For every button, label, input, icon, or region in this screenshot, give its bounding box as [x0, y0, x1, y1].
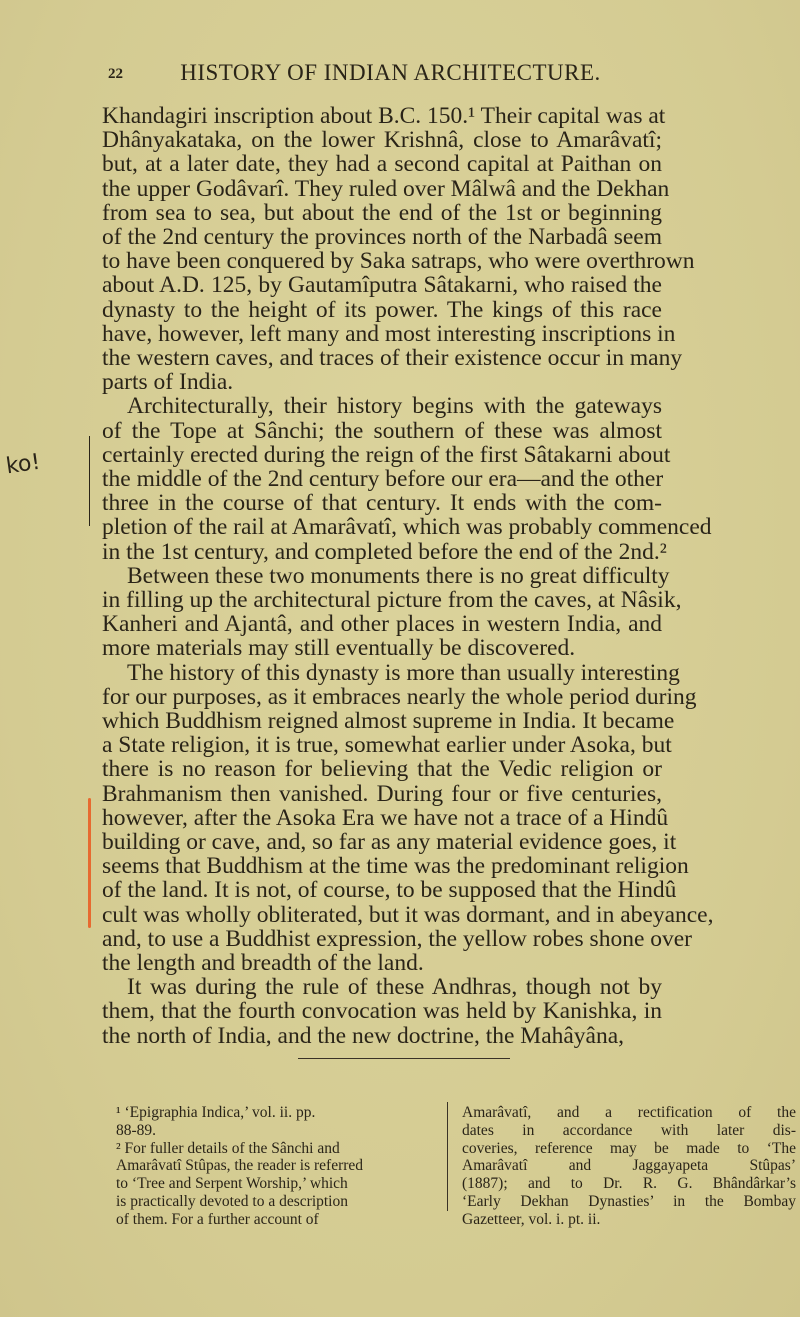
body-line: It was during the rule of these Andhras, though not by [127, 974, 662, 1001]
footnote-line: Amarâvatî Stûpas, the reader is referred [116, 1157, 364, 1175]
footnote-line: to ‘Tree and Serpent Worship,’ which [116, 1175, 348, 1193]
footnote-line: ‘Early Dekhan Dynasties’ in the Bombay [462, 1192, 796, 1210]
footnotes-right-column [462, 1104, 796, 1229]
body-line: Architecturally, their history begins with the gateways [127, 393, 662, 420]
body-line: certainly erected during the reign of the first Sâtakarni about [102, 441, 671, 468]
page-header [108, 60, 673, 90]
body-line: which Buddhism reigned almost supreme in India. It became [102, 708, 675, 734]
footnote-line: ¹ ‘Epigraphia Indica,’ vol. ii. pp. [116, 1104, 316, 1121]
body-line: a State religion, it is true, somewhat earlier under Asoka, but [102, 732, 672, 759]
body-line: building or cave, and, so far as any material evidence goes, it [102, 829, 677, 855]
footnote-column-divider [447, 1102, 448, 1211]
body-line: the western caves, and traces of their existence occur in many [102, 345, 683, 371]
body-line: three in the course of that century. It ends with the com- [102, 490, 662, 517]
footnotes-left-column [116, 1104, 364, 1229]
body-line: the upper Godâvarî. They ruled over Mâlwâ and the Dekhan [102, 175, 670, 202]
orange-highlight-mark [88, 798, 91, 928]
body-line: Kanheri and Ajantâ, and other places in western India, and [102, 611, 662, 638]
body-line: Brahmanism then vanished. During four or five centuries, [102, 780, 662, 807]
body-line: Between these two monuments there is no great difficulty [127, 562, 670, 589]
body-line: Khandagiri inscription about B.C. 150.¹ Their capital was at [102, 103, 666, 129]
pencil-bracket-mark [89, 436, 94, 526]
body-line: the middle of the 2nd century before our era—and the other [102, 466, 664, 492]
body-line: however, after the Asoka Era we have not a trace of a Hindû [102, 804, 669, 831]
body-line: the length and breadth of the land. [102, 950, 424, 976]
body-line: them, that the fourth convocation was held by Kanishka, in [102, 998, 662, 1025]
body-line: to have been conquered by Saka satraps, who were overthrown [102, 248, 695, 275]
page-number: 22 [108, 66, 123, 82]
footnote-separator [298, 1058, 510, 1059]
body-line: from sea to sea, but about the end of the 1st or beginning [102, 199, 662, 226]
body-line: have, however, left many and most interesting inscriptions in [102, 320, 676, 347]
body-line: in filling up the architectural picture from the caves, at Nâsik, [102, 587, 682, 613]
body-line: of the land. It is not, of course, to be supposed that the Hindû [102, 877, 677, 904]
body-line: of the Tope at Sânchi; the southern of these was almost [102, 417, 662, 444]
running-title: HISTORY OF INDIAN ARCHITECTURE. [180, 60, 601, 85]
footnote-line: is practically devoted to a description [116, 1192, 348, 1210]
footnote-line: dates in accordance with later dis- [462, 1121, 796, 1139]
footnote-line: 88-89. [116, 1121, 157, 1139]
footnote-line: Amarâvatî, and a rectification of the [462, 1104, 796, 1121]
footnote-line: Gazetteer, vol. i. pt. ii. [462, 1210, 601, 1228]
body-line: there is no reason for believing that the Vedic religion or [102, 756, 662, 783]
body-line: and, to use a Buddhist expression, the yellow robes shone over [102, 925, 693, 952]
body-line: in the 1st century, and completed before the end of the 2nd.² [102, 538, 667, 565]
body-line: pletion of the rail at Amarâvatî, which was probably commenced [102, 514, 712, 541]
body-line: but, at a later date, they had a second capital at Paithan on [102, 151, 662, 178]
body-line: for our purposes, as it embraces nearly the whole period during [102, 683, 697, 710]
body-line: the north of India, and the new doctrine, the Mahâyâna, [102, 1022, 625, 1049]
footnote-line: ² For fuller details of the Sânchi and [116, 1139, 340, 1157]
handwritten-margin-note: ko! [4, 449, 42, 480]
body-line: Dhânyakataka, on the lower Krishnâ, close to Amarâvatî; [102, 127, 662, 154]
body-line: dynasty to the height of its power. The kings of this race [102, 296, 662, 323]
body-line: more materials may still eventually be discovered. [102, 635, 576, 662]
footnote-line: Amarâvatî and Jaggayapeta Stûpas’ [462, 1157, 796, 1175]
footnote-line: of them. For a further account of [116, 1210, 319, 1228]
body-line: cult was wholly obliterated, but it was dormant, and in abeyance, [102, 901, 714, 928]
footnote-line: coveries, reference may be made to ‘The [462, 1139, 796, 1157]
body-line: about A.D. 125, by Gautamîputra Sâtakarni, who raised the [102, 272, 662, 299]
footnote-line: (1887); and to Dr. R. G. Bhândârkar’s [462, 1175, 796, 1193]
body-line: of the 2nd century the provinces north of the Narbadâ seem [102, 224, 662, 250]
body-line: parts of India. [102, 369, 234, 396]
body-line: seems that Buddhism at the time was the predominant religion [102, 853, 689, 880]
body-line: The history of this dynasty is more than usually interesting [127, 659, 680, 686]
